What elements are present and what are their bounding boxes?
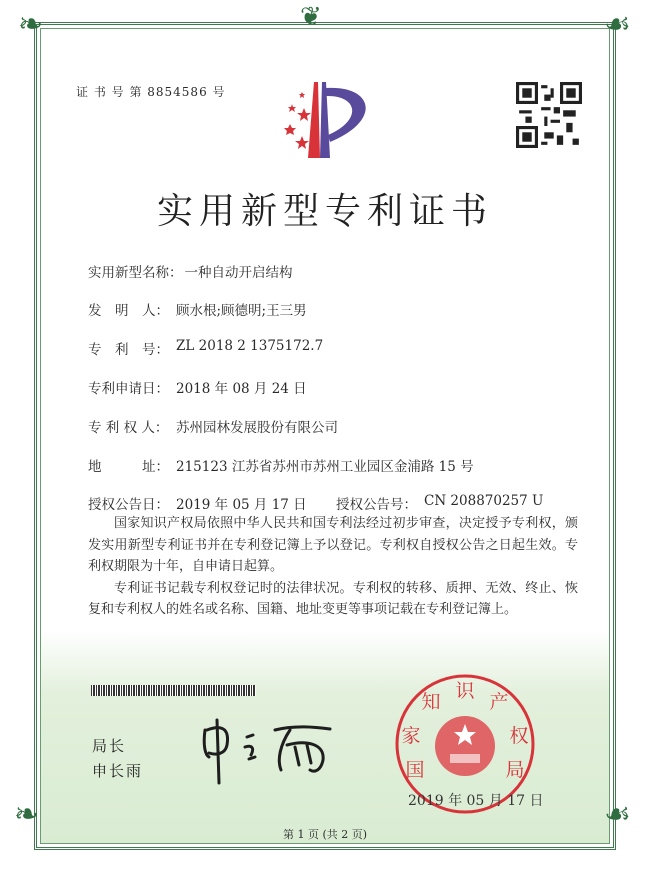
field-label: 地 址： <box>88 459 169 475</box>
svg-text:产: 产 <box>489 691 509 713</box>
corner-ornament-icon: ❧ <box>18 7 44 42</box>
statement-paragraph: 国家知识产权局依照中华人民共和国专利法经过初步审查，决定授予专利权，颁发实用新型专利证书并在专利登记簿上予以登记。专利权自授权公告之日起生效。专利权期限为十年，自申请日起算。 <box>88 516 578 574</box>
field-patentee <box>88 416 338 436</box>
svg-text:权: 权 <box>509 725 529 747</box>
field-patent-number <box>88 338 323 358</box>
director-signature <box>195 715 345 785</box>
field-label: 专利申请日： <box>88 381 169 397</box>
corner-ornament-icon: ❧ <box>14 797 40 832</box>
field-value: CN 208870257 U <box>424 493 544 509</box>
field-label: 专 利 号： <box>88 342 169 358</box>
field-value: 顾水根;顾德明;王三男 <box>176 303 307 319</box>
field-value: 215123 江苏省苏州市苏州工业园区金浦路 15 号 <box>176 459 474 475</box>
field-inventors <box>88 299 307 319</box>
cnipa-logo-icon <box>278 80 388 160</box>
field-address <box>88 455 474 475</box>
barcode <box>91 685 256 696</box>
field-label: 授权公告号： <box>336 497 417 513</box>
svg-text:家: 家 <box>401 725 421 747</box>
certificate-statement <box>88 513 578 621</box>
svg-text:国: 国 <box>405 759 425 781</box>
field-application-date <box>88 377 307 397</box>
certificate-title: 实用新型专利证书 <box>156 191 493 232</box>
qr-code <box>516 82 582 148</box>
page-footer: 第 1 页 (共 2 页) <box>282 828 368 841</box>
svg-text:识: 识 <box>455 680 475 702</box>
field-value: ZL 2018 2 1375172.7 <box>176 338 324 354</box>
field-value: 2019 年 05 月 17 日 <box>176 497 307 513</box>
field-label: 专 利 权 人： <box>88 420 169 436</box>
field-value: 2018 年 08 月 24 日 <box>176 381 307 397</box>
corner-ornament-icon: ☙ <box>604 797 631 832</box>
field-label: 发 明 人： <box>88 303 169 319</box>
field-announcement-number <box>336 493 543 513</box>
seal-date: 2019 年 05 月 17 日 <box>408 793 544 809</box>
field-value: 苏州园林发展股份有限公司 <box>176 420 338 436</box>
director-title: 局长 <box>92 737 127 755</box>
statement-paragraph: 专利证书记载专利权登记时的法律状况。专利权的转移、质押、无效、终止、恢复和专利权人的姓名或名称、国籍、地址变更等事项记载在专利登记簿上。 <box>88 580 578 617</box>
svg-text:局: 局 <box>505 759 525 781</box>
field-label: 实用新型名称： <box>88 265 183 281</box>
director-name: 申长雨 <box>92 762 144 780</box>
field-value: 一种自动开启结构 <box>184 265 293 281</box>
field-utility-model-name <box>88 261 293 281</box>
top-ornament-icon: ❦ <box>300 2 322 32</box>
corner-ornament-icon: ☙ <box>604 7 631 42</box>
field-grant-date <box>88 493 307 513</box>
field-label: 授权公告日： <box>88 497 169 513</box>
svg-text:知: 知 <box>421 691 441 713</box>
certificate-number: 证 书 号 第 8854586 号 <box>76 85 226 99</box>
